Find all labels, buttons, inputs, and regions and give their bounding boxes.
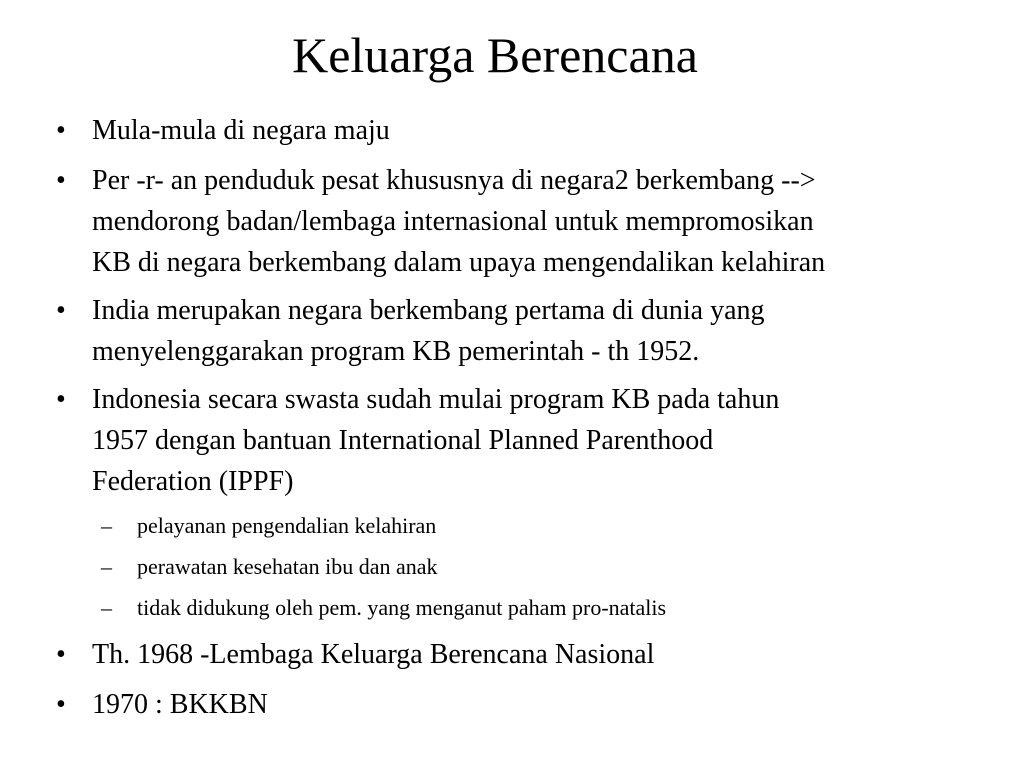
sub-bullet-marker: –: [101, 595, 112, 620]
bullet-text: KB di negara berkembang dalam upaya mengendalikan kelahiran: [92, 247, 826, 278]
sub-bullet-text: pelayanan pengendalian kelahiran: [137, 513, 437, 538]
slide-title: Keluarga Berencana: [292, 27, 698, 83]
sub-bullet-text: tidak didukung oleh pem. yang menganut paham pro-natalis: [137, 595, 667, 620]
bullet-text: menyelenggarakan program KB pemerintah - th 1952.: [92, 336, 700, 367]
bullet-text: 1957 dengan bantuan International Planned Parenthood: [92, 425, 714, 456]
bullet-text: 1970 : BKKBN: [92, 689, 268, 720]
bullet-text: Federation (IPPF): [92, 466, 294, 497]
bullet-text: mendorong badan/lembaga internasional untuk mempromosikan: [92, 206, 814, 237]
bullet-text: India merupakan negara berkembang pertama di dunia yang: [92, 295, 765, 326]
bullet-marker: •: [56, 115, 66, 146]
bullet-marker: •: [56, 689, 66, 720]
bullet-marker: •: [56, 165, 66, 196]
bullet-text: Mula-mula di negara maju: [92, 115, 390, 146]
sub-bullet-text: perawatan kesehatan ibu dan anak: [137, 554, 438, 579]
bullet-marker: •: [56, 639, 66, 670]
bullet-marker: •: [56, 295, 66, 326]
sub-bullet-marker: –: [101, 513, 112, 538]
sub-bullet-marker: –: [101, 554, 112, 579]
bullet-text: Indonesia secara swasta sudah mulai program KB pada tahun: [92, 384, 780, 415]
bullet-text: Per -r- an penduduk pesat khususnya di negara2 berkembang -->: [92, 165, 816, 196]
bullet-text: Th. 1968 -Lembaga Keluarga Berencana Nasional: [92, 639, 655, 670]
bullet-marker: •: [56, 384, 66, 415]
